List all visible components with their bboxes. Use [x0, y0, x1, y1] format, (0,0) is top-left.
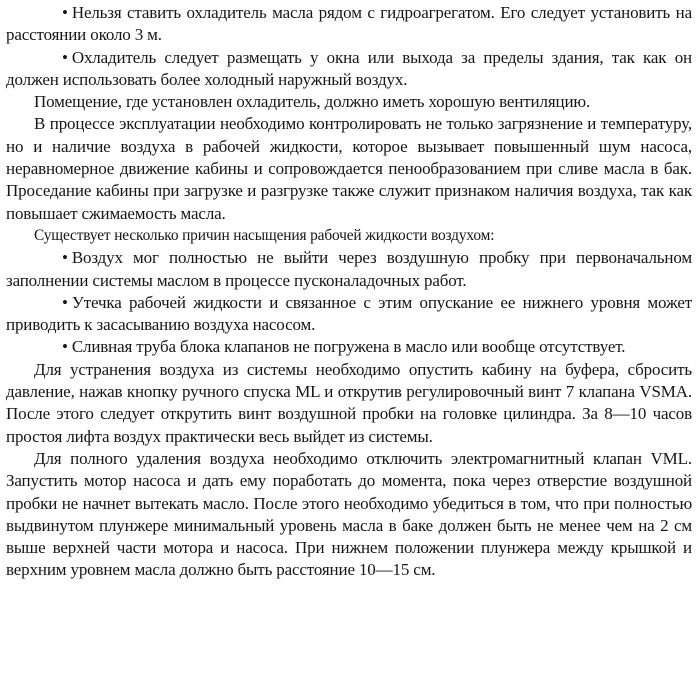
document-page	[6, 2, 692, 582]
bullet-paragraph	[6, 47, 692, 92]
paragraph-text: Для полного удаления воздуха необходимо отключить электромагнитный клапан VML. Запустить мотор насоса и дать ему поработать до момента, пока через отверстие воздушной пробки не начнет вытекать масло. После этого необходимо убедиться в том, что при полностью выдвинутом плунжере минимальный уровень масла в баке должен быть не менее чем на 2 см выше верхней части мотора и насоса. При нижнем положении плунжера между крышкой и верхним уровнем масла должно быть расстояние 10—15 см.	[6, 448, 692, 580]
paragraph-text: Воздух мог полностью не выйти через воздушную пробку при первоначальном заполнении системы маслом в процессе пусконаладочных работ.	[6, 248, 692, 290]
paragraph	[6, 113, 692, 224]
bullet-mark: •	[62, 248, 68, 268]
paragraph-text: Охладитель следует размещать у окна или выхода за пределы здания, так как он должен использовать более холодный наружный воздух.	[6, 47, 692, 89]
paragraph	[6, 91, 692, 113]
paragraph	[6, 225, 692, 247]
bullet-mark: •	[62, 292, 68, 312]
paragraph-text: Для устранения воздуха из системы необходимо опустить кабину на буфера, сбросить давление, нажав кнопку ручного спуска ML и открутив регулировочный винт 7 клапана VSMA. После этого следует открутить винт воздушной пробки на головке цилиндра. За 8—10 часов простоя лифта воздух практически весь выйдет из системы.	[6, 359, 692, 446]
bullet-paragraph	[6, 292, 692, 337]
bullet-mark: •	[62, 3, 68, 22]
paragraph	[6, 448, 692, 582]
paragraph-text: Существует несколько причин насыщения рабочей жидкости воздухом:	[34, 226, 495, 244]
paragraph	[6, 359, 692, 448]
bullet-mark: •	[62, 337, 68, 357]
bullet-paragraph	[6, 2, 692, 47]
paragraph-text: Нельзя ставить охладитель масла рядом с гидроагрегатом. Его следует установить на расстоянии около 3 м.	[6, 3, 692, 45]
paragraph-text: Сливная труба блока клапанов не погружена в масло или вообще отсутствует.	[71, 337, 626, 357]
bullet-mark: •	[62, 47, 68, 67]
paragraph-text: Утечка рабочей жидкости и связанное с этим опускание ее нижнего уровня может приводить к засасыванию воздуха насосом.	[6, 292, 692, 335]
paragraph-text: В процессе эксплуатации необходимо контролировать не только загрязнение и температуру, но и наличие воздуха в рабочей жидкости, которое вызывает повышенный шум насоса, неравномерное движение кабины и сопровождается пенообразованием при сливе масла в бак. Проседание кабины при загрузке и разгрузке также служит признаком наличия воздуха, так как повышает сжимаемость масла.	[6, 114, 692, 223]
bullet-paragraph	[6, 336, 692, 358]
bullet-paragraph	[6, 247, 692, 292]
paragraph-text: Помещение, где установлен охладитель, должно иметь хорошую вентиляцию.	[34, 92, 591, 112]
